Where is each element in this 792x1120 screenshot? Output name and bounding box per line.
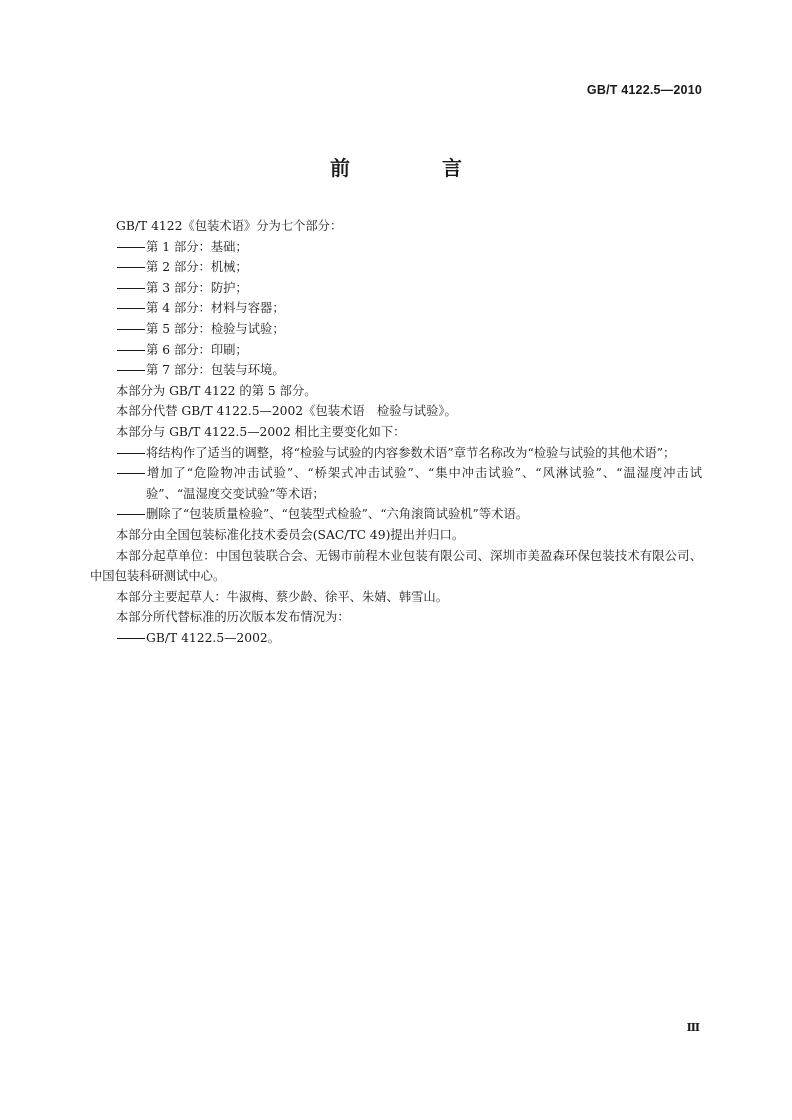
dash-mark xyxy=(116,514,146,515)
part-list-item xyxy=(90,298,702,319)
history-list-item xyxy=(90,628,702,649)
dash-mark xyxy=(116,329,146,330)
change-list-item xyxy=(90,504,702,525)
change-list-item xyxy=(90,443,702,464)
part-label: 第 6 部分：印刷； xyxy=(146,342,248,357)
change-list-item xyxy=(90,463,702,504)
part-list-item xyxy=(90,360,702,381)
dash-mark xyxy=(116,453,146,454)
part-list-item xyxy=(90,257,702,278)
history-intro-paragraph: 本部分所代替标准的历次版本发布情况为： xyxy=(116,610,350,625)
changes-intro-paragraph: 本部分与 GB/T 4122.5—2002 相比主要变化如下： xyxy=(116,424,406,439)
dash-mark xyxy=(116,247,146,248)
part-label: 第 2 部分：机械； xyxy=(146,260,248,275)
drafters-paragraph: 本部分主要起草人：牛淑梅、蔡少龄、徐平、朱婧、韩雪山。 xyxy=(116,589,449,604)
part-list-item xyxy=(90,340,702,361)
part-list-item xyxy=(90,278,702,299)
dash-mark xyxy=(116,370,146,371)
dash-mark xyxy=(116,473,146,474)
page-title: 前 言 xyxy=(330,156,498,180)
dash-mark xyxy=(116,288,146,289)
this-part-paragraph: 本部分为 GB/T 4122 的第 5 部分。 xyxy=(116,383,317,398)
replaces-paragraph: 本部分代替 GB/T 4122.5—2002《包装术语 检验与试验》。 xyxy=(116,404,457,419)
part-list-item xyxy=(90,319,702,340)
history-text: GB/T 4122.5—2002。 xyxy=(146,630,281,645)
dash-mark xyxy=(116,267,146,268)
part-label: 第 1 部分：基础； xyxy=(146,239,248,254)
part-label: 第 5 部分：检验与试验； xyxy=(146,321,285,336)
intro-paragraph: GB/T 4122《包装术语》分为七个部分： xyxy=(116,219,343,233)
change-text: 增加了“危险物冲击试验”、“桥架式冲击试验”、“集中冲击试验”、“风淋试验”、“温湿度冲击试验”、“温湿度交变试验”等术语； xyxy=(146,466,702,501)
change-text: 删除了“包装质量检验”、“包装型式检验”、“六角滚筒试验机”等术语。 xyxy=(146,507,529,522)
proposed-by-paragraph: 本部分由全国包装标准化技术委员会(SAC/TC 49)提出并归口。 xyxy=(116,527,465,542)
foreword-body xyxy=(90,216,702,648)
change-text: 将结构作了适当的调整，将“检验与试验的内容参数术语”章节名称改为“检验与试验的其他术语”； xyxy=(146,445,676,460)
dash-mark xyxy=(116,638,146,639)
standard-code-header: GB/T 4122.5—2010 xyxy=(586,83,702,97)
dash-mark xyxy=(116,350,146,351)
dash-mark xyxy=(116,308,146,309)
part-label: 第 3 部分：防护； xyxy=(146,280,248,295)
part-label: 第 4 部分：材料与容器； xyxy=(146,301,285,316)
part-list-item xyxy=(90,237,702,258)
page-number: Ⅲ xyxy=(686,1021,700,1034)
part-label: 第 7 部分：包装与环境。 xyxy=(146,363,285,378)
drafting-units-paragraph: 本部分起草单位：中国包装联合会、无锡市前程木业包装有限公司、深圳市美盈森环保包装技术有限公司、中国包装科研测试中心。 xyxy=(90,548,702,584)
